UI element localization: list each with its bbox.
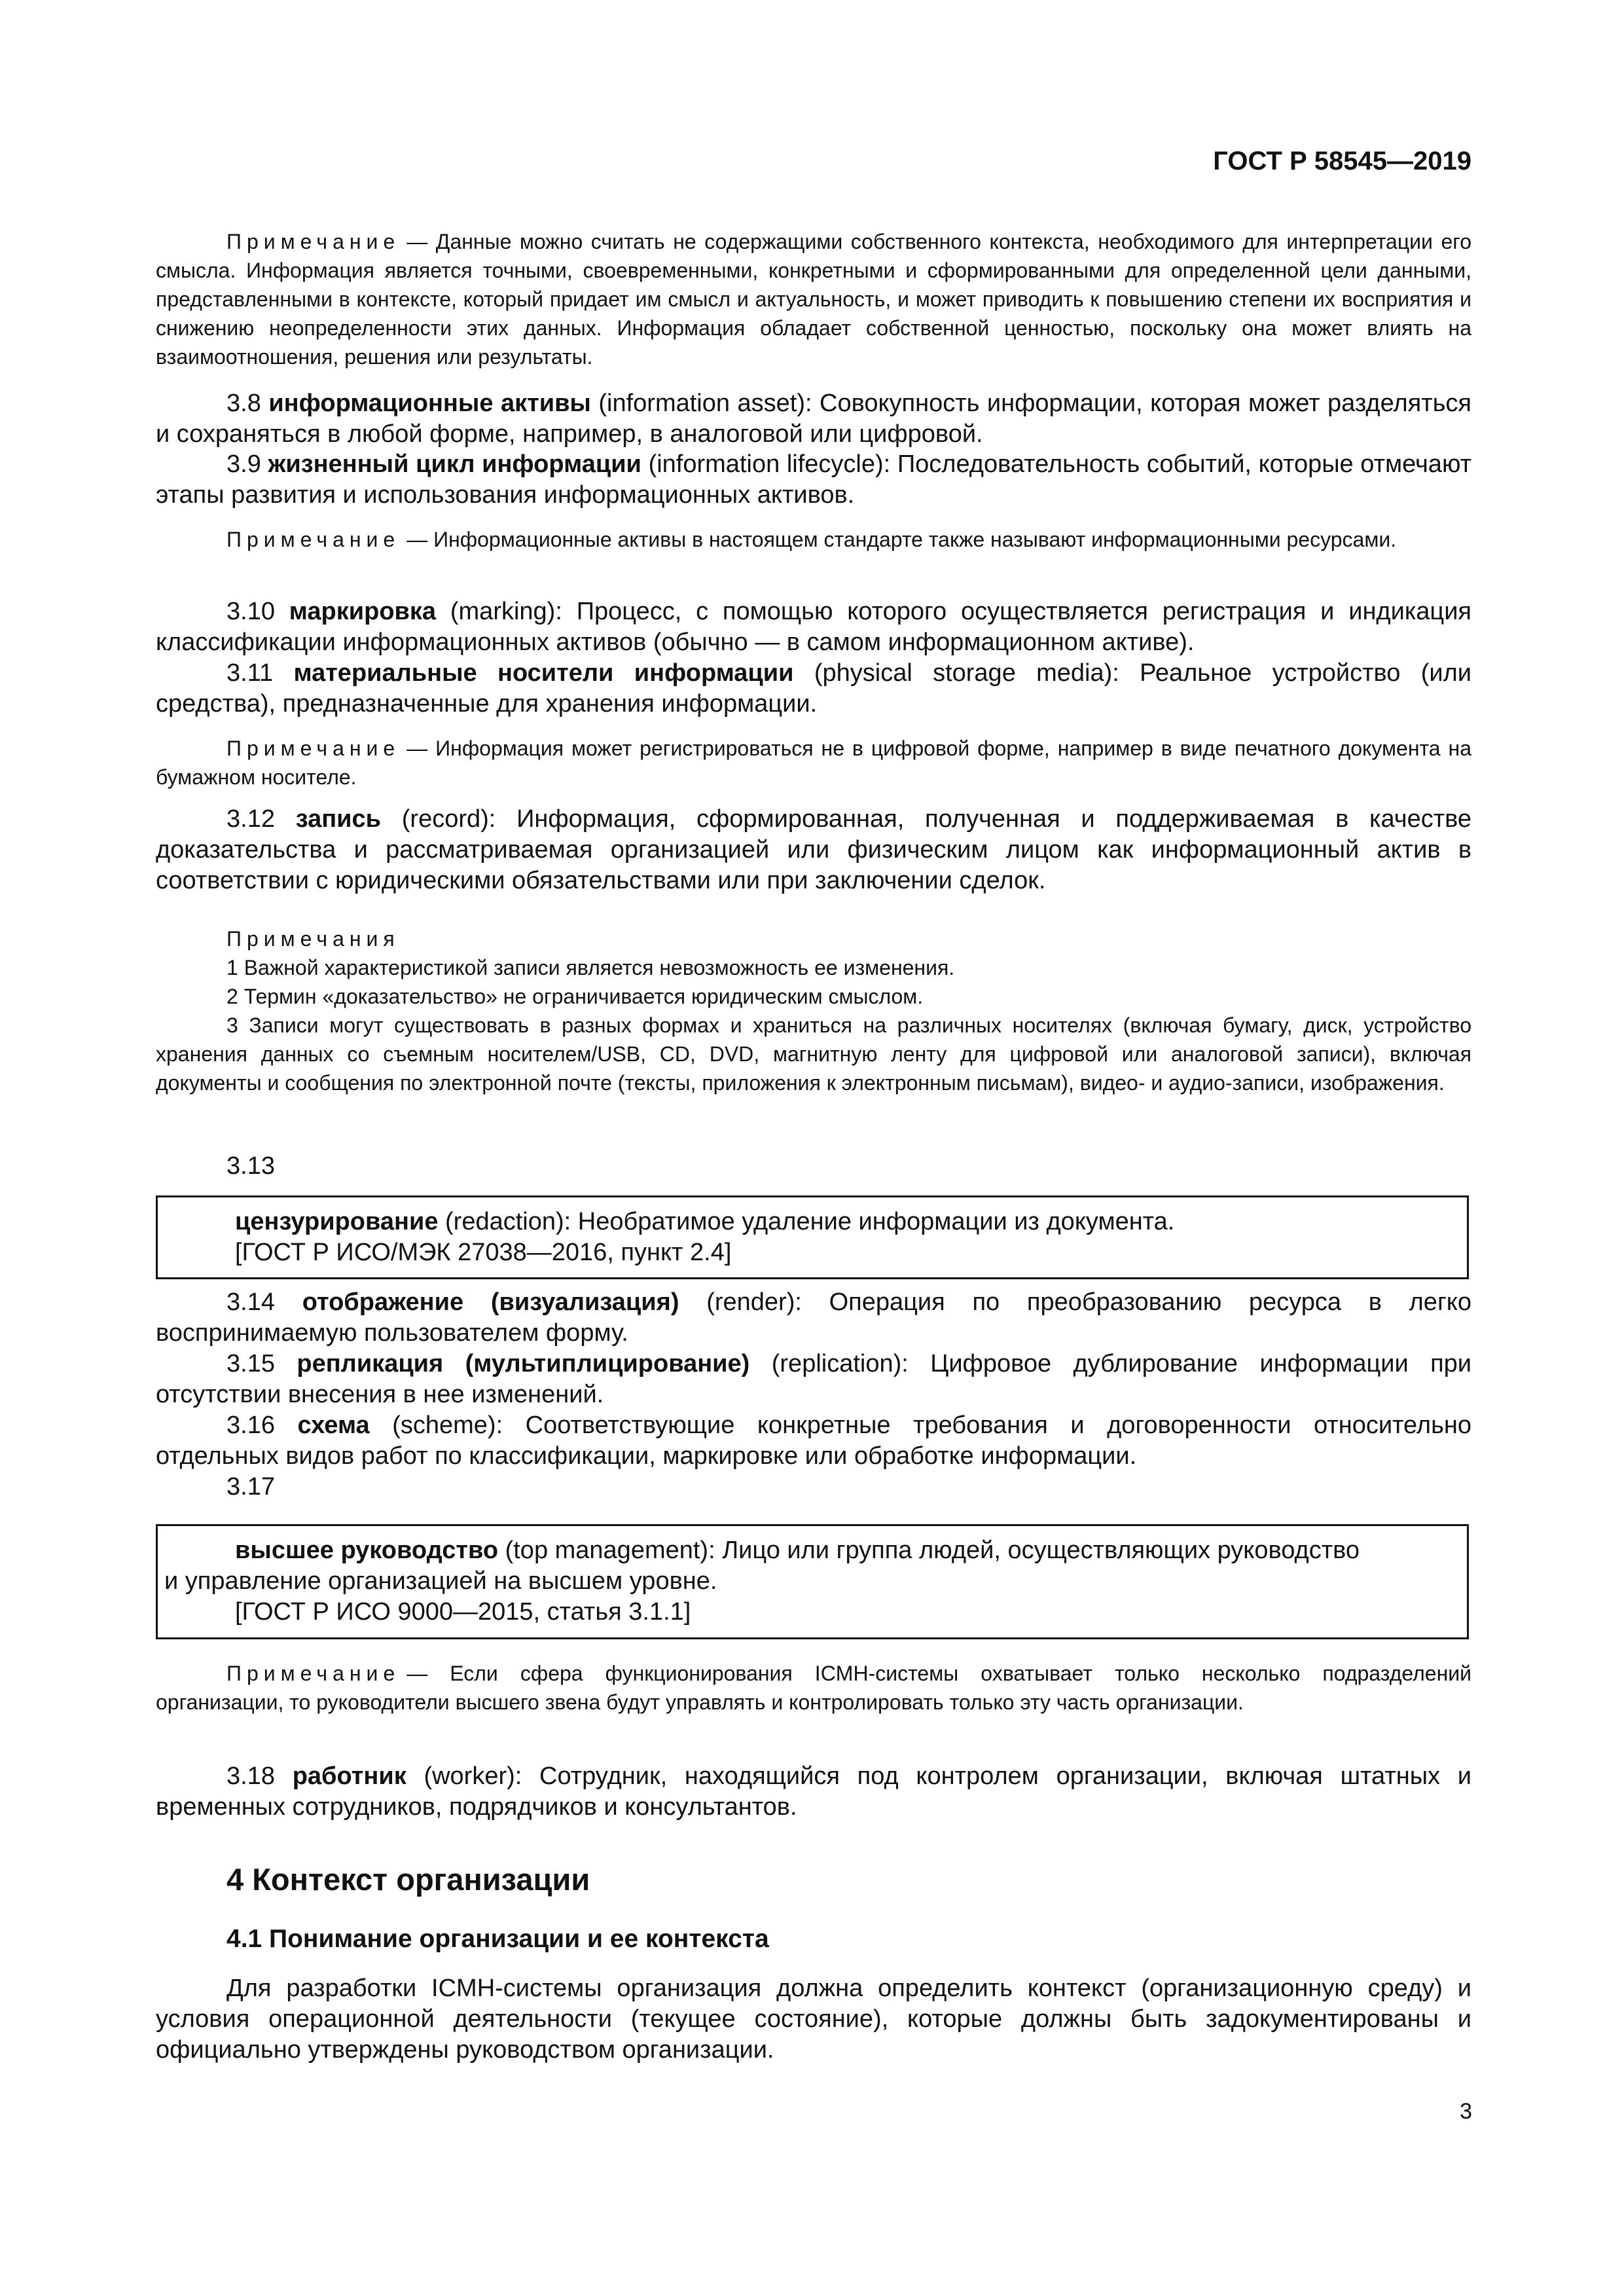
note-item: 1 Важной характеристикой записи является невозможность ее изменения. xyxy=(226,956,955,979)
term-number: 3.14 xyxy=(226,1288,275,1316)
term-definition: (information asset): Совокупность информации, которая может разделяться и сохраняться в любой форме, например, в аналоговой или цифровой. xyxy=(156,390,1471,448)
term-3-8 xyxy=(156,388,1471,450)
term-title: отображение (визуализация) xyxy=(302,1288,679,1316)
note-3-9 xyxy=(156,525,1471,554)
term-number: 3.9 xyxy=(226,450,261,478)
note-3-7 xyxy=(156,227,1471,371)
term-title: репликация (мультиплицирование) xyxy=(297,1350,750,1377)
term-title: цензурирование xyxy=(235,1208,439,1235)
note-item: 2 Термин «доказательство» не ограничивается юридическим смыслом. xyxy=(226,985,924,1008)
term-definition: (scheme): Соответствующие конкретные требования и договоренности относительно отдельных видов работ по классификации, маркировке или обработке информации. xyxy=(156,1412,1471,1470)
subsection-title: 4.1 Понимание организации и ее контекста xyxy=(226,1925,769,1953)
term-title: работник xyxy=(292,1762,406,1790)
term-3-11 xyxy=(156,658,1471,720)
term-3-17-box xyxy=(156,1524,1469,1639)
note-text: — Данные можно считать не содержащими собственного контекста, необходимого для интерпретации его смысла. Информация является точными, своевременными, конкретными и сформированными для определенной цели данными, представленными в контексте, который придает им смысл и актуальность, и может приводить к повышению степени их восприятия и снижению неопределенности этих данных. Информация обладает собственной ценностью, поскольку она может влиять на взаимоотношения, решения или результаты. xyxy=(156,230,1471,369)
term-number: 3.18 xyxy=(226,1762,275,1790)
term-3-17-definition-line1 xyxy=(158,1535,1467,1566)
document-code-header: ГОСТ Р 58545—2019 xyxy=(1213,147,1471,175)
note-text: — Если сфера функционирования ICMH-системы охватывает только несколько подразделений организации, то руководители высшего звена будут управлять и контролировать только эту часть организации. xyxy=(156,1662,1471,1714)
term-title: запись xyxy=(295,805,382,833)
term-number: 3.11 xyxy=(226,659,274,687)
term-number: 3.16 xyxy=(226,1412,275,1439)
term-definition: (physical storage media): Реальное устройство (или средства), предназначенные для хранения информации. xyxy=(156,659,1471,718)
term-3-16 xyxy=(156,1410,1471,1472)
note-item: 3 Записи могут существовать в разных формах и храниться на различных носителях (включая бумагу, диск, устройство хранения данных со съемным носителем/USB, CD, DVD, магнитную ленту для цифровой или аналоговой записи), включая документы и сообщения по электронной почте (тексты, приложения к электронным письмам), видео- и аудио-записи, изображения. xyxy=(156,1013,1471,1095)
term-3-15 xyxy=(156,1349,1471,1410)
term-title: жизненный цикл информации xyxy=(268,450,641,478)
term-3-10 xyxy=(156,596,1471,658)
term-3-14 xyxy=(156,1287,1471,1349)
section-4-1-paragraph: Для разработки ICMH-системы организация должна определить контекст (организационную среду) и условия операционной деятельности (текущее состояние), которые должны быть задокументированы и официально утверждены руководством организации. xyxy=(156,1975,1471,2064)
page-number: 3 xyxy=(1460,2099,1472,2124)
term-number: 3.12 xyxy=(226,805,275,833)
term-title: маркировка xyxy=(289,598,437,625)
term-3-17-number: 3.17 xyxy=(226,1473,275,1501)
term-definition: (render): Операция по преобразованию ресурса в легко воспринимаемую пользователем форму. xyxy=(156,1288,1471,1347)
term-definition: (replication): Цифровое дублирование информации при отсутствии внесения в нее изменений. xyxy=(156,1350,1472,1408)
term-number: 3.10 xyxy=(226,598,275,625)
term-definition: (information lifecycle): Последовательность событий, которые отмечают этапы развития и использования информационных активов. xyxy=(156,450,1472,509)
notes-3-12 xyxy=(156,924,1471,1097)
note-label: Примечание xyxy=(226,1662,401,1685)
term-3-13-number: 3.13 xyxy=(226,1152,275,1180)
term-3-13-box xyxy=(156,1195,1469,1279)
term-definition: (worker): Сотрудник, находящийся под контролем организации, включая штатных и временных сотрудников, подрядчиков и консультантов. xyxy=(156,1762,1471,1821)
note-3-11 xyxy=(156,734,1471,792)
term-3-9 xyxy=(156,449,1471,511)
section-4-heading xyxy=(156,1861,1471,1897)
term-definition: (record): Информация, сформированная, полученная и поддерживаемая в качестве доказательства и рассматриваемая организацией или физическим лицом как информационный актив в соответствии с юридическими обязательствами или при заключении сделок. xyxy=(156,805,1472,894)
term-3-13-definition xyxy=(158,1207,1467,1237)
notes-label: Примечания xyxy=(226,927,400,951)
note-text: — Информация может регистрироваться не в цифровой форме, например в виде печатного документа на бумажном носителе. xyxy=(156,737,1471,789)
note-text: — Информационные активы в настоящем стандарте также называют информационными ресурсами. xyxy=(406,528,1397,551)
term-source-reference: [ГОСТ Р ИСО/МЭК 27038—2016, пункт 2.4] xyxy=(235,1239,732,1266)
term-3-12 xyxy=(156,804,1471,896)
section-title: 4 Контекст организации xyxy=(226,1862,590,1897)
term-number: 3.8 xyxy=(226,390,261,417)
section-4-1-heading xyxy=(156,1925,1471,1954)
note-label: Примечание xyxy=(226,528,401,551)
term-title: схема xyxy=(297,1412,370,1439)
term-title: информационные активы xyxy=(268,390,591,417)
term-title: материальные носители информации xyxy=(293,659,794,687)
term-3-18 xyxy=(156,1761,1471,1823)
term-definition: (top management): Лицо или группа людей, осуществляющих руководство xyxy=(505,1537,1360,1564)
term-number: 3.15 xyxy=(226,1350,275,1377)
term-title: высшее руководство xyxy=(235,1537,499,1564)
note-label: Примечание xyxy=(226,737,401,760)
term-source-reference: [ГОСТ Р ИСО 9000—2015, статья 3.1.1] xyxy=(235,1598,691,1626)
term-definition: (redaction): Необратимое удаление информации из документа. xyxy=(445,1208,1175,1235)
term-definition: (marking): Процесс, с помощью которого осуществляется регистрация и индикация классификации информационных активов (обычно — в самом информационном активе). xyxy=(156,598,1471,656)
note-label: Примечание xyxy=(226,230,401,253)
note-3-17 xyxy=(156,1659,1471,1717)
term-3-17-definition-line2: и управление организацией на высшем уровне. xyxy=(164,1567,717,1595)
